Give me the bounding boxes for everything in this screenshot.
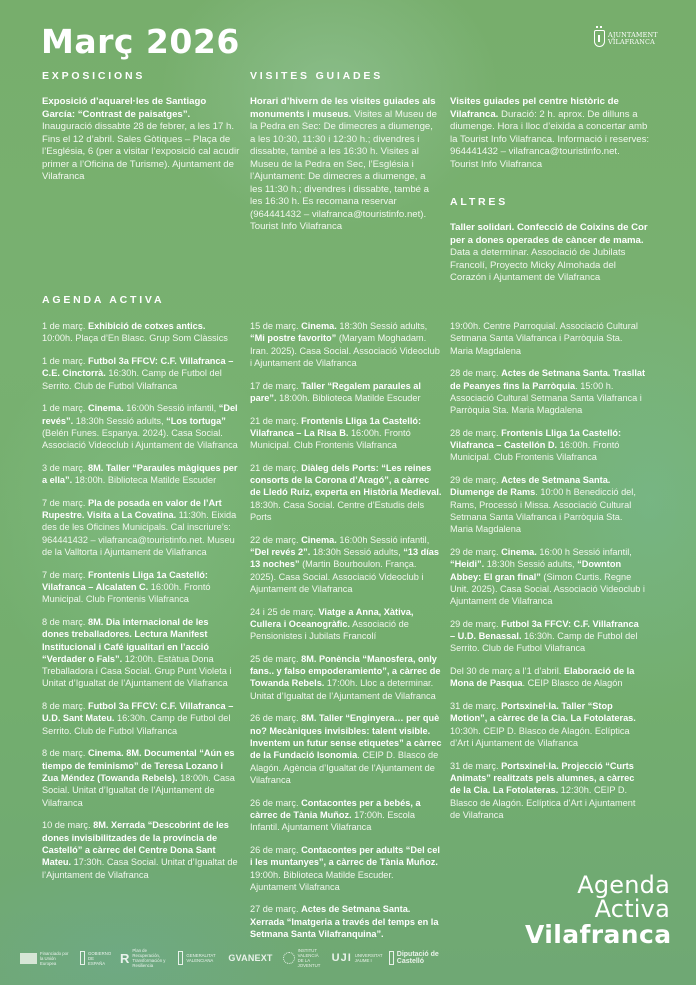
section-heading-agenda: AGENDA ACTIVA [42,294,165,306]
agenda-column-1 [42,320,238,891]
agenda-entry-details: (Martin Bourboulon. França. 2025). Casa Social. Associació Videoclub i Ajuntament de Vilafranca [250,559,424,594]
agenda-entry [250,712,442,786]
agenda-entry-details: 16:00 h Sessió infantil, [536,547,632,558]
agenda-entry-details: 18:00h. Biblioteca Matilde Escuder [276,392,421,403]
sponsor-gov [80,951,110,966]
agenda-column-2 [250,320,442,951]
eu-flag-icon [20,953,37,964]
agenda-entry-details: 16:00h. Frontó Municipal. Club Frontenis Vilafranca [450,440,620,463]
agenda-entry-title: 8M. Taller “Paraules màgiques per a ella”. [42,462,238,486]
agenda-entry-details: 18:00h. Biblioteca Matilde Escuder [72,475,217,486]
agenda-activa-brand [525,873,670,949]
agenda-entry [450,760,646,821]
agenda-entry [250,903,442,940]
agenda-entry-details: . CEIP Blasco de Alagón [522,678,623,689]
agenda-entry-title: “Mi postre favorito” [250,333,337,344]
coat-of-arms-icon [594,30,605,47]
agenda-entry-details: 18:30h Sessió adults, [336,321,428,331]
agenda-entry-details: . 15:00 h. Associació Cultural Setmana Santa Vilafranca i Parròquia Sta. Maria Magdalena [450,380,642,416]
agenda-entry-title: Frontenis Lliga 1a Castelló: Vilafranca – Alcalaten C. [42,569,208,592]
agenda-entry-details: 16:00h Sessió infantil, [123,403,219,414]
agenda-entry-title: “13 días 13 noches” [250,547,439,570]
ajuntament-logo [594,30,658,47]
agenda-entry-title: Frontenis Lliga 1a Castelló: Vilafranca – La Risa B. [250,415,422,438]
altres-title: Taller solidari. Confecció de Coixins de Cor per a dones operades de càncer de mama. [450,222,648,246]
agenda-entry-date: 31 de març. [450,760,502,771]
agenda-entry [42,700,238,737]
visita-details: Visites al Museu de la Pedra en Sec: De dimecres a diumenge, a les 10:30, 11:30 i 12:30 h.; divendres i dissabte, també a les 16:30 h. Visites al Museu de la Pedra en Sec, l’Església i l’Ajuntament: De dimecres a diumenge, a les 11:30 h.; divendres i dissabte, també a les 16:30 h. Es recomana reservar (964441432 – vilafranca@touristinfo.net). Tourist Info Vilafranca [250,108,437,232]
agenda-entry-details: 16:30h. Camp de Futbol del Serrito. Club de Futbol Vilafranca [42,713,231,736]
agenda-entry-details: 10:30h. CEIP D. Blasco de Alagón. Eclíptica d’Art i Ajuntament de Vilafranca [450,725,630,749]
agenda-entry-date: 26 de març. [250,797,302,808]
agenda-entry-title: Exhibició de cotxes antics. [87,321,206,331]
agenda-entry-details: . CEIP D. Blasco de Alagón. Agència d’Igualtat de l’Ajuntament de Vilafranca [250,750,439,785]
sponsor-ivaj [283,948,322,968]
agenda-entry-title: 8M. Xerrada “Descobrint de les dones invisibilitzades de la província de Castelló” a càrrec del Centre Dona Sant Mateu. [42,820,229,868]
agenda-entry-date: 15 de març. [250,321,302,331]
agenda-entry [250,606,442,643]
agenda-entry-title: 8M. Ponència “Manosfera, only fans.. y falso empoderamiento”, a càrrec de Towanda Rebels. [250,653,441,689]
sponsor-diputacio-label: Diputació de Castelló [396,950,439,965]
agenda-entry-date: 29 de març. [450,618,502,629]
agenda-entry [42,320,238,345]
agenda-entry-date: 17 de març. [250,380,302,391]
agenda-entry-title: Frontenis Lliga 1a Castelló: Vilafranca – Castellón D. [450,427,622,451]
agenda-column-3 [450,320,646,832]
agenda-entry-details: (Maryam Moghadam. Iran. 2025). Casa Social. Associació Videoclub i Ajuntament de Vilafranca [250,333,440,368]
agenda-entry-title: Elaboració de la Mona de Pasqua [450,666,635,689]
agenda-entry [450,618,646,655]
agenda-entry-date: 26 de març. [250,844,302,855]
diputacio-logo-icon [389,951,394,965]
section-heading-exposicions: EXPOSICIONS [42,70,146,82]
agenda-entry-date: 31 de març. [450,701,502,712]
sponsor-gvanext-label: GVANEXT [228,952,273,963]
brand-line-1: Agenda [577,871,670,899]
agenda-entry [42,569,238,606]
agenda-entry-details: 12:00h. Estàtua Dona Treballadora i Casa Social. Grup Punt Violeta i Unitat d’Igualtat de l’Ajuntament de Vilafranca [42,653,232,689]
agenda-entry-title: Futbol 3a FFCV: C.F. Villafranca – U.D. Benassal. [450,618,639,642]
sponsor-gva [178,951,218,965]
agenda-entry-details: 11:30h. Eixida des de les Oficines Municipals. Cal inscriure’s: 964441432 – vilafranca@touristinfo.net. Museu de la Valltorta i Ajuntament de Vilafranca [42,510,237,558]
agenda-entry [250,534,442,595]
agenda-entry [450,320,646,357]
agenda-entry-details: 16:00h. Frontó Municipal. Club Frontenis Vilafranca [42,582,211,605]
agenda-entry-date: 8 de març. [42,616,88,627]
visites-block-2 [450,96,650,181]
agenda-entry-details: 17:00h. Escola Infantil. Ajuntament Vilafranca [250,809,415,833]
agenda-entry-title: Futbol 3a FFCV: C.F. Villafranca – U.D. Sant Mateu. [42,701,234,724]
agenda-entry-details: Associació de Pensionistes i Jubilats Francolí [250,618,409,642]
agenda-entry-title: “Del revés”. [42,403,238,426]
gva-crest-icon [178,951,183,965]
page-title: Març 2026 [41,22,240,61]
agenda-entry-date: 28 de març. [450,427,502,438]
agenda-entry-title: “Heidi”. [450,559,485,570]
agenda-entry-date: 29 de març. [450,547,502,558]
agenda-entry [450,474,646,535]
agenda-entry-details: 10:00h. Plaça d’En Blasc. Grup Som Clàssics [42,333,228,344]
agenda-entry-title: Actes de Setmana Santa. Trasllat de Peanyes fins la Parròquia [450,368,646,391]
agenda-entry-details: 19:00h. Biblioteca Matilde Escuder. Ajuntament Vilafranca [250,869,394,892]
agenda-entry-title: Diàleg dels Ports: “Les reines consorts de la Corona d’Aragó”, a càrrec de Lledó Ruiz, experta en Història Medieval. [250,462,442,498]
agenda-entry-title: Portsxinel·la. Taller “Stop Motion”, a càrrec de la Cia. La Fotolateras. [450,701,636,724]
agenda-entry-title: 8M. Taller “Enginyera… per què no? Mecàniques invisibles: talent visible. Inventem un futur sense etiquetes” a càrrec de la Fundació Isonomia [250,713,442,761]
agenda-entry [450,427,646,464]
exposicio-details: Inauguració dissabte 28 de febrer, a les 17 h. Fins el 12 d’abril. Sales Gòtiques – Plaça de l’Església, 6 (per a visitar l’exposició cal acudir primer a l’Oficina de Turisme). Ajuntament de Vilafranca [42,121,240,182]
agenda-entry-date: 24 i 25 de març. [250,606,319,617]
altres-block [450,222,650,295]
agenda-entry-title: “Downton Abbey: El gran final” [450,559,622,582]
visites-block-1 [250,96,440,244]
agenda-entry-date: 28 de març. [450,368,502,379]
agenda-entry-title: Taller “Regalem paraules al pare”. [250,380,421,403]
agenda-entry [42,747,238,808]
sponsor-gov-label: GOBIERNO DE ESPAÑA [88,950,112,966]
agenda-entry-details: 16:30h. Camp de Futbol del Serrito. Club de Futbol Vilafranca [42,368,222,391]
visita-entry [450,96,650,171]
agenda-entry-date: 21 de març. [250,415,302,426]
agenda-entry-title: Cinema. [301,534,337,545]
agenda-entry-details: 18:30h Sessió adults, [73,415,167,426]
agenda-entry-date: 26 de març. [250,713,302,724]
agenda-entry [42,819,238,880]
agenda-entry-date: 8 de març. [42,701,88,712]
logo-line-1: AJUNTAMENT [608,30,658,39]
agenda-entry [250,844,442,893]
agenda-entry-date: 3 de març. [42,462,88,473]
agenda-entry-title: “Del revés 2”. [250,547,311,558]
agenda-entry-date: 21 de març. [250,462,302,473]
sponsor-logos [20,948,440,968]
sponsor-eu-label: Financiado por la Unión Europea [40,950,69,966]
agenda-entry-date: 8 de març. [42,748,88,759]
agenda-entry-details: . 10:00 h Benedicció del, Rams, Processó i Missa. Associació Cultural Setmana Santa Vilafranca i Parròquia Sta. Maria Magdalena [450,487,636,535]
sponsor-uji-label: UNIVERSITAT JAUME I [354,953,383,963]
agenda-entry [42,616,238,690]
sponsor-gva-label: GENERALITAT VALENCIANA [186,953,216,963]
agenda-entry-details: 16:00h Sessió infantil, [336,534,430,545]
agenda-entry-date: 10 de març. [42,820,94,831]
agenda-entry-date: 1 de març. [42,355,88,366]
agenda-entry-title: Viatge a Anna, Xàtiva, Cullera i Oceanogràfic. [250,606,414,629]
logo-line-2: VILAFRANCA [608,37,655,46]
agenda-entry [42,462,238,487]
agenda-entry-title: Cinema. [301,321,337,331]
sponsor-uji-logo: UJI [331,951,352,964]
agenda-entry [450,665,646,690]
visita-entry [250,96,440,234]
agenda-entry [250,415,442,452]
agenda-entry-details: 12:30h. CEIP D. Blasco de Alagón. Eclíptica d’Art i Ajuntament de Vilafranca [450,785,636,820]
agenda-entry-title: Cinema. [501,547,537,558]
visita-details: Duració: 2 h. aprox. De dilluns a diumenge. Hora i lloc d’eixida a concertar amb la Tourist Info Vilafranca. Informació i reserves: 964441432 – vilafranca@touristinfo.net. Tourist Info Vilafranca [450,108,650,170]
agenda-entry-date: 1 de març. [42,321,88,331]
brand-line-3: Vilafranca [525,920,672,949]
agenda-entry-title: Contacontes per a bebés, a càrrec de Tània Muñoz. [250,797,421,820]
agenda-entry [450,546,646,607]
agenda-entry [42,402,238,451]
agenda-entry [250,320,442,369]
exposicio-title: Exposició d’aquarel·les de Santiago García: “Contrast de paisatges”. [42,96,207,120]
visita-title: Visites guiades pel centre històric de Vilafranca. [450,96,619,120]
agenda-entry [450,700,646,749]
agenda-entry-details: 16:00h. Frontó Municipal. Club Frontenis Vilafranca [250,427,411,451]
sponsor-prtr-label: Plan de Recuperación, Transformación y Resiliencia [132,948,166,968]
agenda-entry-details: 19:00h. Centre Parroquial. Associació Cultural Setmana Santa Vilafranca i Parròquia Sta. Maria Magdalena [450,321,638,356]
agenda-entry [450,367,646,416]
spain-crest-icon [80,951,85,965]
sponsor-ivaj-label: INSTITUT VALENCIÀ DE LA JOVENTUT [297,948,321,968]
altres-entry [450,222,650,285]
agenda-entry-date: 7 de març. [42,569,88,580]
agenda-entry-title: Futbol 3a FFCV: C.F. Villafranca – C.E. Cinctorrà. [42,355,234,379]
agenda-entry-title: Actes de Setmana Santa. Diumenge de Rams [450,475,611,498]
agenda-entry-details: 18:00h. Casa Social. Unitat d’Igualtat de l’Ajuntament de Vilafranca [42,773,235,808]
exposicions-block [42,96,240,194]
agenda-entry [250,462,442,523]
sponsor-diputacio [389,951,441,966]
agenda-entry [42,355,238,392]
section-heading-altres: ALTRES [450,196,509,208]
agenda-entry-details: 17:30h. Casa Social. Unitat d’Igualtat de l’Ajuntament de Vilafranca [42,857,238,880]
agenda-entry-date: 29 de març. [450,475,502,486]
agenda-entry-date: 1 de març. [42,403,88,414]
agenda-entry [250,380,442,405]
agenda-entry-title: Cinema. 8M. Documental “Aún es tiempo de feminismo” de Teresa Lozano i Zua Méndez (Towanda Rebels). [42,748,235,784]
sponsor-prtr [120,948,168,968]
agenda-entry-details: 16:30h. Camp de Futbol del Serrito. Club de Futbol Vilafranca [450,631,638,654]
exposicio-entry [42,96,240,184]
brand-line-2: Activa [594,895,670,923]
agenda-entry-date: 25 de març. [250,653,302,664]
prtr-logo-icon: R [120,950,130,966]
agenda-entry-date: 27 de març. [250,904,302,915]
agenda-entry-title: Portsxinel·la. Projecció “Curts Animats” realitzats pels alumnes, a càrrec de la Cia. La Fotolateras. [450,760,635,796]
agenda-entry-date: Del 30 de març a l’1 d’abril. [450,666,564,677]
agenda-entry-title: 8M. Dia internacional de les dones treballadores. Lectura Manifest Institucional i Café igualitari en l’acció “Verdader o Fals”. [42,616,209,664]
section-heading-visites: VISITES GUIADES [250,70,384,82]
agenda-entry-title: Actes de Setmana Santa. Xerrada “Imatgeria a través del temps en la Setmana Santa Vilafranquina”. [250,904,439,940]
visita-title: Horari d’hivern de les visites guiades als monuments i museus. [250,96,436,120]
agenda-entry [42,497,238,558]
agenda-entry [250,653,442,702]
agenda-entry-details: (Simon Curtis. Regne Unit. 2025). Casa Social. Associació Videoclub i Ajuntament de Vilafranca [450,571,645,607]
agenda-entry-date: 22 de març. [250,534,302,545]
agenda-entry-details: 18:30h Sessió adults, [484,559,578,570]
agenda-entry [250,797,442,834]
sponsor-uji [331,951,383,964]
agenda-entry-details: 17:00h. Lloc a determinar. Unitat d’Igualtat de l’Ajuntament de Vilafranca [250,678,436,701]
agenda-entry-title: Cinema. [87,403,124,414]
sponsor-eu [20,951,70,966]
agenda-entry-title: “Los tortuga” [166,415,226,426]
ivaj-logo-icon [283,952,295,964]
sponsor-gvanext [228,952,273,963]
agenda-entry-details: 18:30h Sessió adults, [310,547,404,558]
agenda-entry-title: Contacontes per adults “Del cel i les muntanyes”, a càrrec de Tània Muñoz. [250,844,440,868]
agenda-entry-details: 18:30h. Casa Social. Centre d’Estudis dels Ports [250,499,425,523]
agenda-entry-details: (Belén Funes. Espanya. 2024). Casa Social. Associació Videoclub i Ajuntament de Vilafranca [42,427,238,451]
agenda-entry-date: 7 de març. [42,497,88,508]
altres-details: Data a determinar. Associació de Jubilats Francolí, Proyecto Micky Almohada del Corazón i Ajuntament de Vilafranca [450,247,626,283]
agenda-entry-title: Pla de posada en valor de l’Art Rupestre. Visita a La Covatina. [42,497,222,521]
